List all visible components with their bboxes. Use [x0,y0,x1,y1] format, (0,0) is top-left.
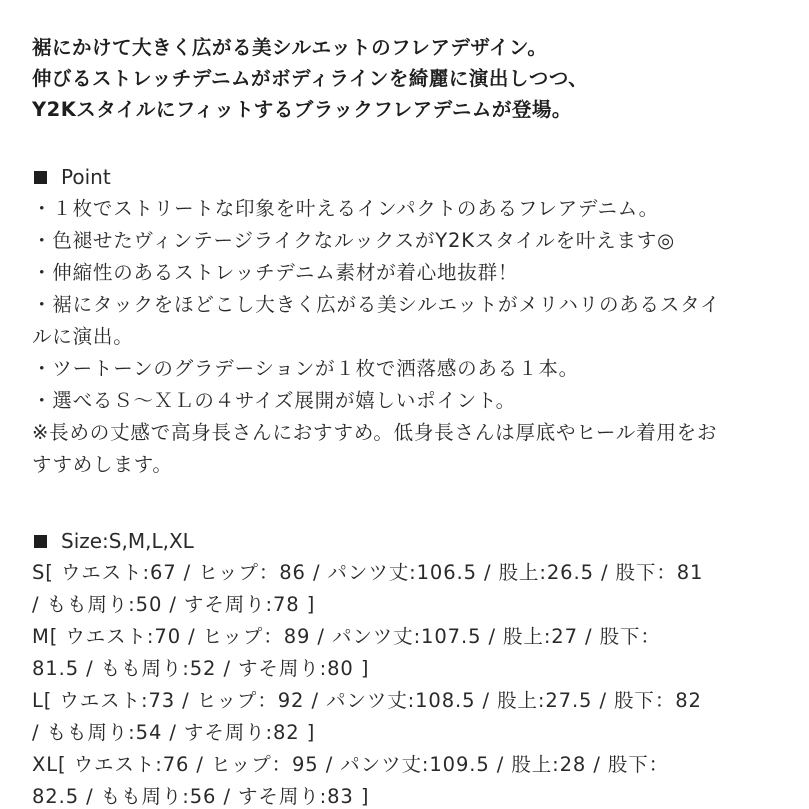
size-line: 81.5 / もも周り:52 / すそ周り:80 ] [32,657,370,680]
point-line: ・色褪せたヴィンテージライクなルックスがY2Kスタイルを叶えます◎ [32,229,675,252]
size-heading-label: Size:S,M,L,XL [61,529,194,553]
square-bullet-icon [34,171,47,184]
point-line: ・裾にタックをほどこし大きく広がる美シルエットがメリハリのあるスタイ [32,293,721,316]
point-line: すすめします。 [32,453,173,476]
point-line: ・選べるＳ～ＸＬの４サイズ展開が嬉しいポイント。 [32,389,516,412]
point-line: ・伸縮性のあるストレッチデニム素材が着心地抜群！ [32,261,519,284]
size-line: / もも周り:50 / すそ周り:78 ] [32,593,316,616]
intro-line: 裾にかけて大きく広がる美シルエットのフレアデザイン。 [32,36,548,59]
size-line: L[ ウエスト:73 / ヒップ：92 / パンツ丈:108.5 / 股上:27.5 / 股下：82 [32,689,702,712]
size-line: XL[ ウエスト:76 / ヒップ：95 / パンツ丈:109.5 / 股上:28 / 股下： [32,753,670,776]
point-section [32,162,792,481]
point-line: ※長めの丈感で高身長さんにおすすめ。低身長さんは厚底やヒール着用をお [32,421,718,444]
size-heading [32,526,792,557]
intro-paragraph [32,32,792,125]
size-line: M[ ウエスト:70 / ヒップ：89 / パンツ丈:107.5 / 股上:27 / 股下： [32,625,661,648]
point-line: ・１枚でストリートな印象を叶えるインパクトのあるフレアデニム。 [32,197,659,220]
size-line: / もも周り:54 / すそ周り:82 ] [32,721,316,744]
point-heading [32,162,792,193]
size-line: S[ ウエスト:67 / ヒップ：86 / パンツ丈:106.5 / 股上:26.5 / 股下：81 [32,561,704,584]
intro-line: 伸びるストレッチデニムがボディラインを綺麗に演出しつつ、 [32,67,589,90]
size-line: 82.5 / もも周り:56 / すそ周り:83 ] [32,785,370,808]
point-line: ルに演出。 [32,325,134,348]
square-bullet-icon [34,535,47,548]
point-line: ・ツートーンのグラデーションが１枚で洒落感のある１本。 [32,357,579,380]
point-heading-label: Point [61,165,111,189]
intro-line: Y2Kスタイルにフィットするブラックフレアデニムが登場。 [32,98,572,121]
size-section [32,526,792,809]
